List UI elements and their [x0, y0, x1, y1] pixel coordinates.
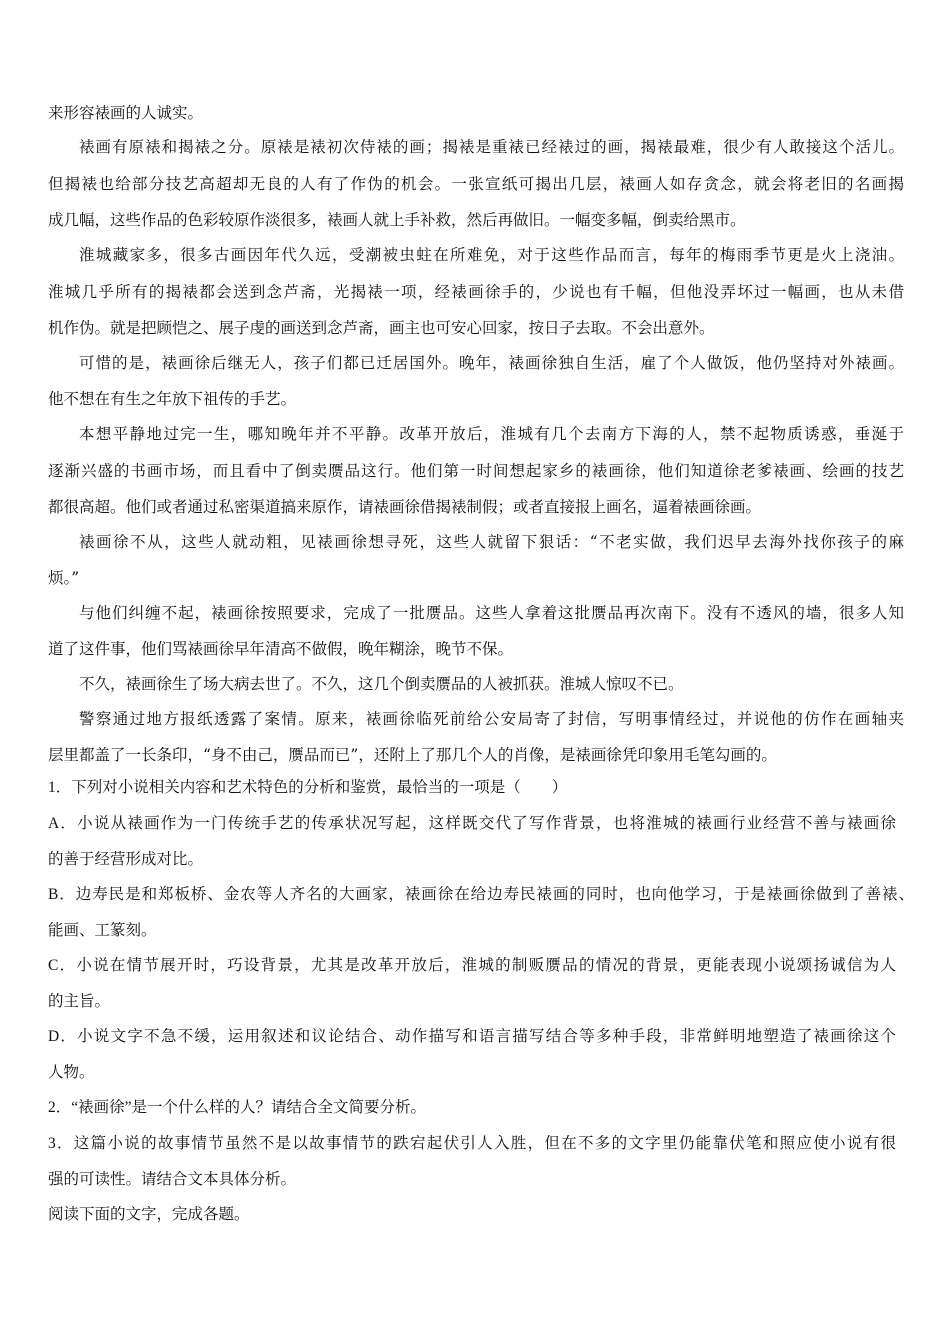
question-2: 2．“裱画徐”是一个什么样的人？请结合全文简要分析。: [48, 1099, 427, 1116]
story-line: 逐渐兴盛的书画市场，而且看中了倒卖赝品这行。他们第一时间想起家乡的裱画徐，他们知道徐老爹裱画、绘画的技艺: [48, 462, 904, 480]
story-line: 不久，裱画徐生了场大病去世了。不久，这几个倒卖赝品的人被抓获。淮城人惊叹不已。: [79, 675, 684, 693]
story-line: 警察通过地方报纸透露了案情。原来，裱画徐临死前给公安局寄了封信，写明事情经过，并说他的仿作在画轴夹: [79, 710, 904, 728]
reading-instruction: 阅读下面的文字，完成各题。: [48, 1206, 250, 1223]
story-line: 可惜的是，裱画徐后继无人，孩子们都已迁居国外。晚年，裱画徐独自生活，雇了个人做饭，他仍坚持对外裱画。: [79, 354, 904, 372]
story-line: 裱画有原裱和揭裱之分。原裱是裱初次侍裱的画；揭裱是重裱已经裱过的画，揭裱最难，很少有人敢接这个活儿。: [79, 138, 904, 156]
story-line: 机作伪。就是把顾恺之、展子虔的画送到念芦斋，画主也可安心回家，按日子去取。不会出意外。: [48, 319, 715, 337]
question-3: 3．这篇小说的故事情节虽然不是以故事情节的跌宕起伏引人入胜，但在不多的文字里仍能靠伏笔和照应使小说有很: [48, 1135, 896, 1152]
question-1-option-b-cont: 能画、工篆刻。: [48, 922, 157, 939]
question-1-option-b: B．边寿民是和郑板桥、金农等人齐名的大画家，裱画徐在给边寿民裱画的同时，也向他学习，于是裱画徐做到了善裱、: [48, 886, 914, 903]
question-1-option-a: A．小说从裱画作为一门传统手艺的传承状况写起，这样既交代了写作背景，也将淮城的裱画行业经营不善与裱画徐: [48, 815, 896, 832]
story-line: 淮城藏家多，很多古画因年代久远，受潮被虫蛀在所难免，对于这些作品而言，每年的梅雨季节更是火上浇油。: [79, 246, 904, 264]
story-line: 来形容裱画的人诚实。: [48, 104, 204, 122]
question-1-option-a-cont: 的善于经营形成对比。: [48, 851, 204, 868]
question-1-option-c: C．小说在情节展开时，巧设背景，尤其是改革开放后，淮城的制贩赝品的情况的背景，更能表现小说颂扬诚信为人: [48, 957, 896, 974]
story-line: 与他们纠缠不起，裱画徐按照要求，完成了一批赝品。这些人拿着这批赝品再次南下。没有不透风的墙，很多人知: [79, 604, 904, 622]
question-1-option-d-cont: 人物。: [48, 1064, 95, 1081]
question-1-stem: 1．下列对小说相关内容和艺术特色的分析和鉴赏，最恰当的一项是（ ）: [48, 779, 568, 796]
question-1-option-d: D．小说文字不急不缓，运用叙述和议论结合、动作描写和语言描写结合等多种手段，非常鲜明地塑造了裱画徐这个: [48, 1028, 896, 1045]
question-3-cont: 强的可读性。请结合文本具体分析。: [48, 1171, 297, 1188]
question-1-option-c-cont: 的主旨。: [48, 993, 111, 1010]
story-line: 他不想在有生之年放下祖传的手艺。: [48, 390, 297, 408]
story-line: 道了这件事，他们骂裱画徐早年清高不做假，晚年糊涂，晚节不保。: [48, 640, 514, 658]
story-line: 裱画徐不从，这些人就动粗，见裱画徐想寻死，这些人就留下狠话：“不老实做，我们迟早去海外找你孩子的麻: [79, 533, 904, 551]
story-line: 但揭裱也给部分技艺高超却无良的人有了作伪的机会。一张宣纸可揭出几层，裱画人如存贪念，就会将老旧的名画揭: [48, 175, 904, 193]
story-line: 淮城几乎所有的揭裱都会送到念芦斋，光揭裱一项，经裱画徐手的，少说也有千幅，但他没弄坏过一幅画，也从未借: [48, 283, 904, 301]
story-line: 都很高超。他们或者通过私密渠道搞来原作，请裱画徐借揭裱制假；或者直接报上画名，逼着裱画徐画。: [48, 498, 762, 516]
story-line: 烦。”: [48, 569, 80, 587]
story-line: 层里都盖了一长条印，“身不由己，赝品而已”，还附上了那几个人的肖像，是裱画徐凭印象用毛笔勾画的。: [48, 746, 777, 764]
story-line: 成几幅，这些作品的色彩较原作淡很多，裱画人就上手补救，然后再做旧。一幅变多幅，倒卖给黑市。: [48, 211, 746, 229]
story-line: 本想平静地过完一生，哪知晚年并不平静。改革开放后，淮城有几个去南方下海的人，禁不起物质诱惑，垂涎于: [79, 425, 904, 443]
